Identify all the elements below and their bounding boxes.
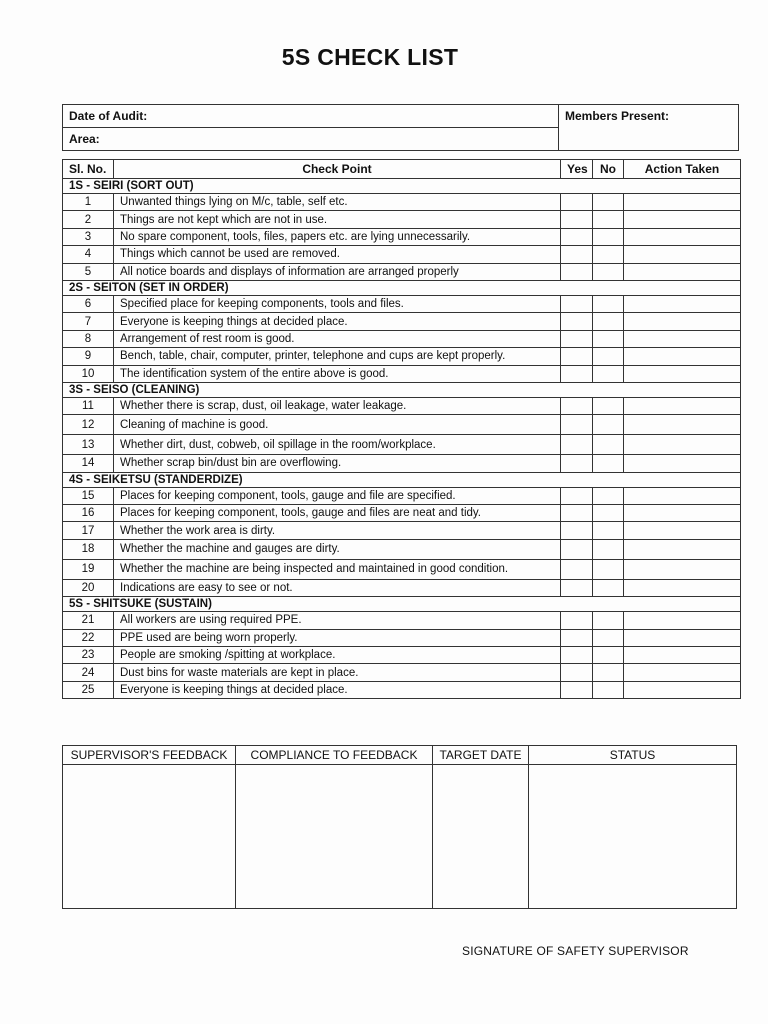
table-row [63,559,741,579]
yes-checkbox-cell[interactable] [561,664,593,681]
checklist-header-row [63,160,741,179]
yes-checkbox-cell[interactable] [561,263,593,280]
check-point-text: PPE used are being worn properly. [114,629,561,646]
table-row [63,579,741,596]
check-point-text: Whether scrap bin/dust bin are overflowing. [114,455,561,472]
action-taken-cell[interactable] [624,539,741,559]
table-row [63,681,741,698]
section-row [63,382,741,397]
check-point-text: Dust bins for waste materials are kept in place. [114,664,561,681]
yes-checkbox-cell[interactable] [561,505,593,522]
yes-checkbox-cell[interactable] [561,612,593,629]
table-row [63,522,741,539]
check-point-text: Whether the machine and gauges are dirty. [114,539,561,559]
item-number: 16 [63,505,114,522]
feedback-table [62,745,737,909]
no-checkbox-cell[interactable] [593,415,624,435]
yes-checkbox-cell[interactable] [561,455,593,472]
no-checkbox-cell[interactable] [593,612,624,629]
no-checkbox-cell[interactable] [593,559,624,579]
col-action-taken: Action Taken [624,160,741,179]
yes-checkbox-cell[interactable] [561,629,593,646]
action-taken-cell[interactable] [624,559,741,579]
action-taken-cell[interactable] [624,263,741,280]
table-row [63,263,741,280]
check-point-text: Whether dirt, dust, cobweb, oil spillage in the room/workplace. [114,435,561,455]
item-number: 25 [63,681,114,698]
table-row [63,365,741,382]
item-number: 4 [63,246,114,263]
no-checkbox-cell[interactable] [593,539,624,559]
col-no: No [593,160,624,179]
table-row [63,455,741,472]
item-number: 11 [63,397,114,414]
table-row [63,397,741,414]
yes-checkbox-cell[interactable] [561,487,593,504]
item-number: 14 [63,455,114,472]
yes-checkbox-cell[interactable] [561,330,593,347]
action-taken-cell[interactable] [624,330,741,347]
yes-checkbox-cell[interactable] [561,681,593,698]
action-taken-cell[interactable] [624,612,741,629]
compliance-feedback-header: COMPLIANCE TO FEEDBACK [236,746,433,765]
action-taken-cell[interactable] [624,365,741,382]
check-point-text: Places for keeping component, tools, gauge and file are specified. [114,487,561,504]
check-point-text: Things are not kept which are not in use. [114,211,561,228]
yes-checkbox-cell[interactable] [561,313,593,330]
section-title: 2S - SEITON (SET IN ORDER) [63,280,741,295]
table-row [63,664,741,681]
action-taken-cell[interactable] [624,211,741,228]
action-taken-cell[interactable] [624,664,741,681]
no-checkbox-cell[interactable] [593,246,624,263]
table-row [63,539,741,559]
item-number: 21 [63,612,114,629]
yes-checkbox-cell[interactable] [561,559,593,579]
no-checkbox-cell[interactable] [593,313,624,330]
no-checkbox-cell[interactable] [593,295,624,312]
item-number: 1 [63,194,114,211]
yes-checkbox-cell[interactable] [561,579,593,596]
check-point-text: Cleaning of machine is good. [114,415,561,435]
item-number: 7 [63,313,114,330]
table-row [63,505,741,522]
check-point-text: Whether the machine are being inspected and maintained in good condition. [114,559,561,579]
yes-checkbox-cell[interactable] [561,194,593,211]
yes-checkbox-cell[interactable] [561,211,593,228]
no-checkbox-cell[interactable] [593,629,624,646]
item-number: 19 [63,559,114,579]
no-checkbox-cell[interactable] [593,228,624,245]
action-taken-cell[interactable] [624,246,741,263]
yes-checkbox-cell[interactable] [561,397,593,414]
action-taken-cell[interactable] [624,579,741,596]
item-number: 13 [63,435,114,455]
supervisor-feedback-cell[interactable] [63,765,236,909]
action-taken-cell[interactable] [624,295,741,312]
date-of-audit-label: Date of Audit: [69,109,148,123]
action-taken-cell[interactable] [624,647,741,664]
no-checkbox-cell[interactable] [593,348,624,365]
no-checkbox-cell[interactable] [593,647,624,664]
action-taken-cell[interactable] [624,435,741,455]
section-title: 3S - SEISO (CLEANING) [63,382,741,397]
item-number: 17 [63,522,114,539]
table-row [63,348,741,365]
check-point-text: Arrangement of rest room is good. [114,330,561,347]
status-header: STATUS [529,746,737,765]
yes-checkbox-cell[interactable] [561,246,593,263]
area-cell[interactable] [63,128,559,151]
yes-checkbox-cell[interactable] [561,522,593,539]
table-row [63,228,741,245]
no-checkbox-cell[interactable] [593,505,624,522]
section-row [63,597,741,612]
check-point-text: Whether there is scrap, dust, oil leakage, water leakage. [114,397,561,414]
date-of-audit-cell[interactable] [63,105,559,128]
no-checkbox-cell[interactable] [593,681,624,698]
members-present-cell[interactable] [559,105,739,151]
action-taken-cell[interactable] [624,348,741,365]
signature-label: SIGNATURE OF SAFETY SUPERVISOR [462,944,689,958]
action-taken-cell[interactable] [624,228,741,245]
no-checkbox-cell[interactable] [593,365,624,382]
status-cell[interactable] [529,765,737,909]
section-row [63,280,741,295]
table-row [63,246,741,263]
yes-checkbox-cell[interactable] [561,228,593,245]
audit-header-table [62,104,739,151]
table-row [63,647,741,664]
table-row [63,194,741,211]
yes-checkbox-cell[interactable] [561,647,593,664]
yes-checkbox-cell[interactable] [561,365,593,382]
check-point-text: The identification system of the entire above is good. [114,365,561,382]
action-taken-cell[interactable] [624,681,741,698]
action-taken-cell[interactable] [624,522,741,539]
yes-checkbox-cell[interactable] [561,539,593,559]
table-row [63,435,741,455]
checklist-table [62,159,741,699]
item-number: 3 [63,228,114,245]
check-point-text: All notice boards and displays of information are arranged properly [114,263,561,280]
no-checkbox-cell[interactable] [593,664,624,681]
check-point-text: Unwanted things lying on M/c, table, self etc. [114,194,561,211]
item-number: 10 [63,365,114,382]
no-checkbox-cell[interactable] [593,211,624,228]
supervisor-feedback-header: SUPERVISOR'S FEEDBACK [63,746,236,765]
no-checkbox-cell[interactable] [593,579,624,596]
table-row [63,295,741,312]
section-title: 5S - SHITSUKE (SUSTAIN) [63,597,741,612]
target-date-cell[interactable] [433,765,529,909]
action-taken-cell[interactable] [624,455,741,472]
action-taken-cell[interactable] [624,487,741,504]
action-taken-cell[interactable] [624,397,741,414]
page-title: 5S CHECK LIST [281,44,459,70]
check-point-text: Things which cannot be used are removed. [114,246,561,263]
check-point-text: People are smoking /spitting at workplace. [114,647,561,664]
table-row [63,487,741,504]
area-label: Area: [69,132,100,146]
item-number: 9 [63,348,114,365]
item-number: 8 [63,330,114,347]
section-row [63,179,741,194]
section-row [63,472,741,487]
check-point-text: Bench, table, chair, computer, printer, telephone and cups are kept properly. [114,348,561,365]
section-title: 1S - SEIRI (SORT OUT) [63,179,741,194]
action-taken-cell[interactable] [624,194,741,211]
no-checkbox-cell[interactable] [593,263,624,280]
item-number: 12 [63,415,114,435]
check-point-text: Places for keeping component, tools, gauge and files are neat and tidy. [114,505,561,522]
section-title: 4S - SEIKETSU (STANDERDIZE) [63,472,741,487]
action-taken-cell[interactable] [624,505,741,522]
check-point-text: No spare component, tools, files, papers etc. are lying unnecessarily. [114,228,561,245]
target-date-header: TARGET DATE [433,746,529,765]
action-taken-cell[interactable] [624,313,741,330]
action-taken-cell[interactable] [624,415,741,435]
col-sl-no: Sl. No. [63,160,114,179]
yes-checkbox-cell[interactable] [561,295,593,312]
no-checkbox-cell[interactable] [593,330,624,347]
item-number: 15 [63,487,114,504]
item-number: 18 [63,539,114,559]
yes-checkbox-cell[interactable] [561,415,593,435]
no-checkbox-cell[interactable] [593,435,624,455]
item-number: 5 [63,263,114,280]
table-row [63,612,741,629]
check-point-text: Indications are easy to see or not. [114,579,561,596]
item-number: 6 [63,295,114,312]
check-point-text: Everyone is keeping things at decided place. [114,681,561,698]
check-point-text: Whether the work area is dirty. [114,522,561,539]
item-number: 2 [63,211,114,228]
no-checkbox-cell[interactable] [593,455,624,472]
no-checkbox-cell[interactable] [593,194,624,211]
table-row [63,629,741,646]
compliance-feedback-cell[interactable] [236,765,433,909]
item-number: 24 [63,664,114,681]
no-checkbox-cell[interactable] [593,487,624,504]
col-check-point: Check Point [114,160,561,179]
col-yes: Yes [561,160,593,179]
table-row [63,330,741,347]
yes-checkbox-cell[interactable] [561,435,593,455]
action-taken-cell[interactable] [624,629,741,646]
no-checkbox-cell[interactable] [593,522,624,539]
check-point-text: Everyone is keeping things at decided place. [114,313,561,330]
no-checkbox-cell[interactable] [593,397,624,414]
table-row [63,313,741,330]
table-row [63,415,741,435]
item-number: 22 [63,629,114,646]
item-number: 20 [63,579,114,596]
members-present-label: Members Present: [565,109,670,123]
item-number: 23 [63,647,114,664]
check-point-text: Specified place for keeping components, tools and files. [114,295,561,312]
check-point-text: All workers are using required PPE. [114,612,561,629]
table-row [63,211,741,228]
yes-checkbox-cell[interactable] [561,348,593,365]
